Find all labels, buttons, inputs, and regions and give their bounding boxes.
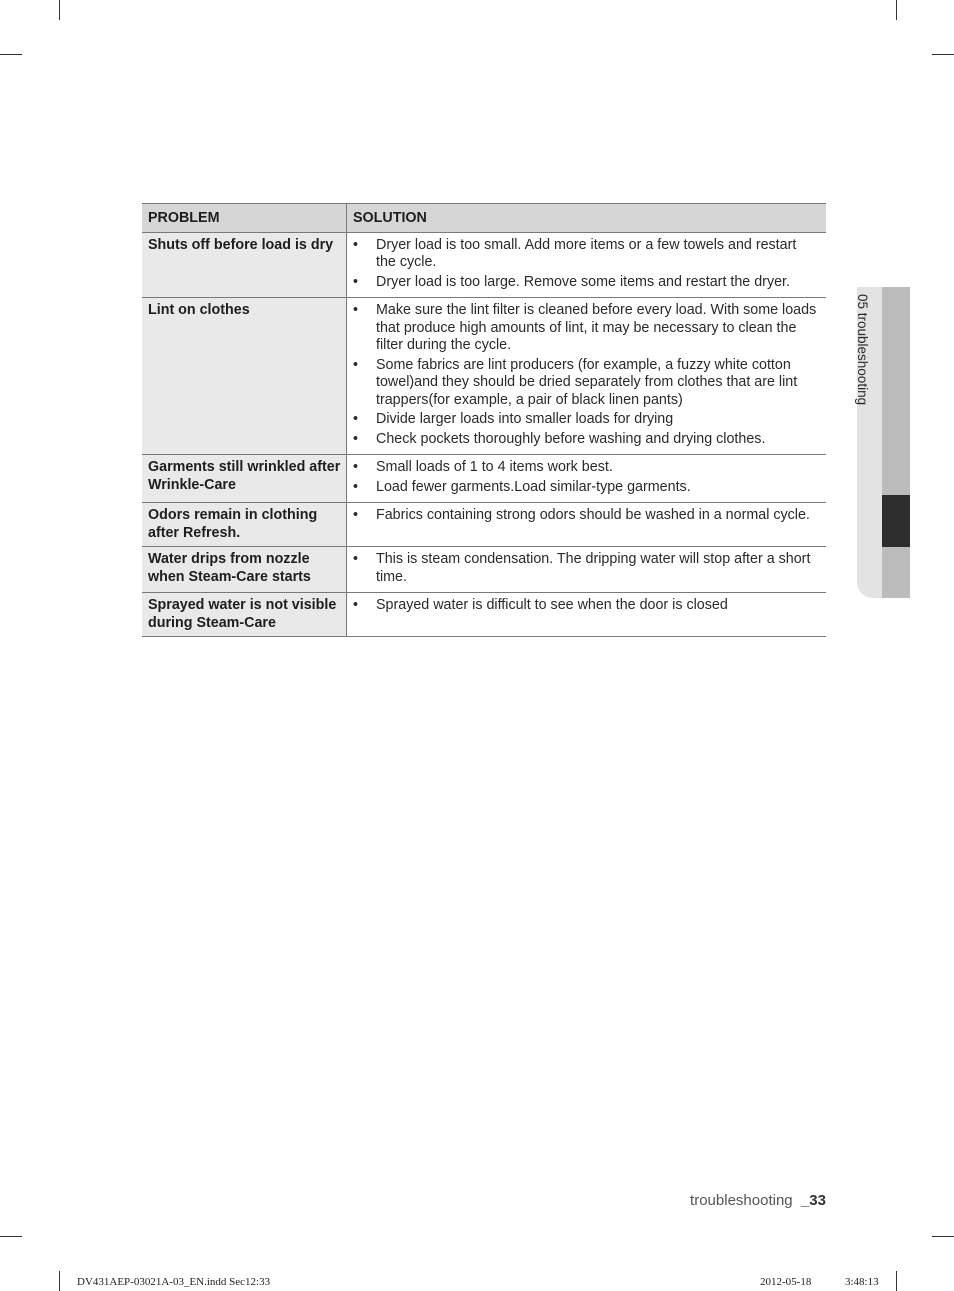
bullet-icon: • [353,302,359,318]
solution-cell [347,298,827,455]
crop-mark [0,54,22,55]
solution-cell [347,547,827,593]
solution-cell [347,232,827,298]
problem-cell: Shuts off before load is dry [142,232,347,298]
solution-text: Make sure the lint filter is cleaned before every load. With some loads that produce high amounts of lint, it may be necessary to clean the filter during the cycle. [376,302,817,353]
crop-mark [59,1271,60,1291]
footer-section-name: troubleshooting [690,1192,793,1209]
bullet-icon: • [353,551,359,567]
table-row [142,503,826,547]
problem-cell: Sprayed water is not visible during Steam-Care [142,593,347,637]
table-row [142,547,826,593]
solution-cell [347,455,827,503]
solution-text: Sprayed water is difficult to see when the door is closed [376,597,728,613]
solution-list [353,237,818,292]
solution-text: Fabrics containing strong odors should be washed in a normal cycle. [376,507,810,523]
table-row [142,232,826,298]
bullet-icon: • [353,356,359,373]
solution-item [353,302,818,355]
slug-time: 3:48:13 [845,1276,879,1288]
solution-text: Small loads of 1 to 4 items work best. [376,459,613,475]
problem-cell: Water drips from nozzle when Steam-Care starts [142,547,347,593]
solution-item [353,411,818,429]
solution-cell [347,503,827,547]
crop-mark [896,1271,897,1291]
page-number: _33 [800,1192,826,1209]
crop-mark [932,1236,954,1237]
problem-cell: Lint on clothes [142,298,347,455]
solution-item [353,237,818,272]
chapter-tab-marker [882,495,910,547]
crop-mark [59,0,60,20]
solution-list [353,597,818,615]
solution-text: Divide larger loads into smaller loads for drying [376,411,674,427]
solution-text: Load fewer garments.Load similar-type garments. [376,478,691,495]
solution-item [353,597,818,615]
table-row [142,593,826,637]
solution-list [353,551,818,586]
crop-mark [932,54,954,55]
solution-cell [347,593,827,637]
chapter-tab-label: 05 troubleshooting [855,294,870,406]
solution-item [353,459,818,477]
troubleshooting-table [142,203,826,637]
solution-text: Some fabrics are lint producers (for example, a fuzzy white cotton towel)and they should be dried separately from clothes that are lint trappers(for example, a pair of black linen pants) [376,356,798,408]
solution-item [353,431,818,449]
crop-mark [0,1236,22,1237]
solution-text: This is steam condensation. The dripping water will stop after a short time. [376,551,811,585]
crop-mark [896,0,897,20]
solution-item [353,507,818,525]
solution-column-header: SOLUTION [347,204,827,233]
solution-text: Check pockets thoroughly before washing and drying clothes. [376,430,766,447]
solution-text: Dryer load is too small. Add more items or a few towels and restart the cycle. [376,236,797,270]
solution-item [353,274,818,292]
bullet-icon: • [353,236,359,253]
table-body [142,232,826,637]
slug-date: 2012-05-18 [760,1276,812,1288]
bullet-icon: • [353,430,359,447]
bullet-icon: • [353,411,359,427]
solution-item [353,357,818,410]
table-row [142,298,826,455]
problem-cell: Garments still wrinkled after Wrinkle-Care [142,455,347,503]
slug-file-info: DV431AEP-03021A-03_EN.indd Sec12:33 [77,1276,271,1288]
chapter-tab-bar [882,287,910,598]
problem-column-header: PROBLEM [142,204,347,233]
bullet-icon: • [353,459,359,475]
bullet-icon: • [353,507,359,523]
solution-item [353,551,818,586]
table-row [142,455,826,503]
solution-list [353,302,818,448]
bullet-icon: • [353,597,359,613]
solution-item [353,479,818,497]
table-header-row [142,204,826,233]
bullet-icon: • [353,478,359,495]
solution-list [353,459,818,496]
solution-list [353,507,818,525]
bullet-icon: • [353,273,359,290]
solution-text: Dryer load is too large. Remove some items and restart the dryer. [376,273,790,290]
problem-cell: Odors remain in clothing after Refresh. [142,503,347,547]
page-footer [690,1192,826,1209]
